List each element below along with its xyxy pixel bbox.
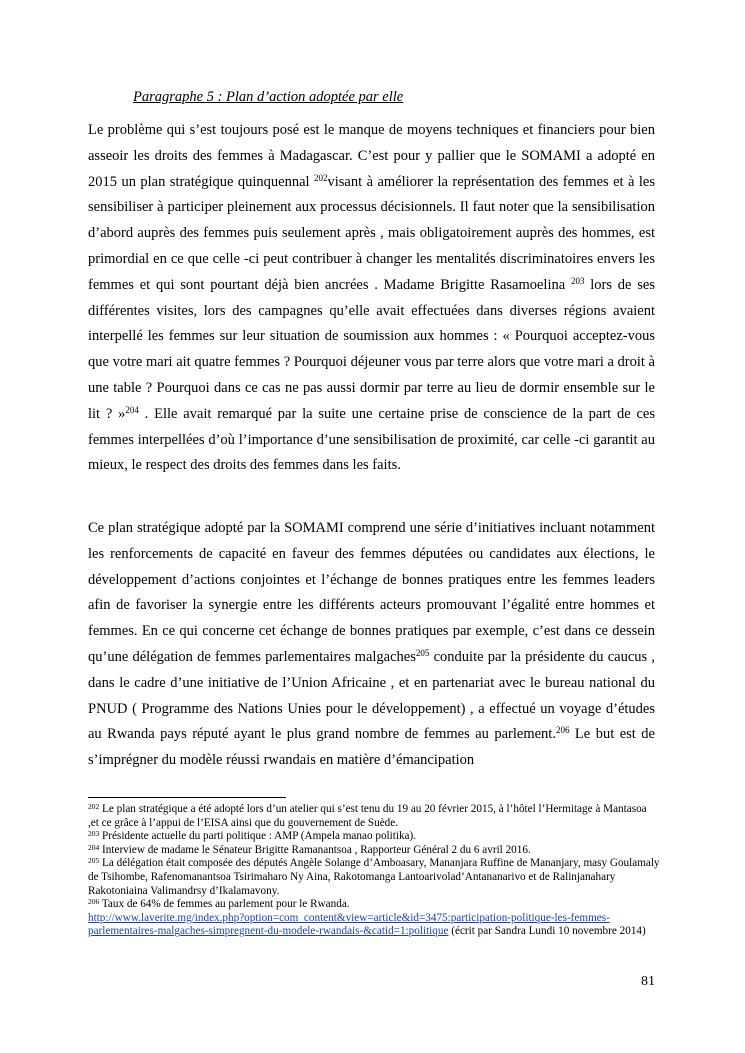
footnotes-section [88, 803, 660, 939]
footnote-206 [88, 898, 660, 939]
footnote-source-link[interactable]: http://www.laverite.mg/index.php?option=com_content&view=article&id=3475:participation-politique-les-femmes-parlementaires-malgaches-simpregnent-du-modele-rwandais-&catid=1:politique [88, 911, 610, 938]
footnote-text: Le plan stratégique a été adopté lors d’un atelier qui s’est tenu du 19 au 20 février 2015, à l’hôtel l’Hermitage à Mantasoa ,et ce grâce à l’appui de l’EISA ainsi que du gouvernement de Suède. [88, 803, 647, 829]
footnote-text: Interview de madame le Sénateur Brigitte Ramanantsoa , Rapporteur Général 2 du 6 avril 2016. [99, 843, 531, 856]
paragraph-1 [88, 118, 655, 479]
footnote-number: 205 [88, 856, 100, 866]
section-heading: Paragraphe 5 : Plan d’action adoptée par elle [133, 89, 404, 105]
paragraph-1-text-c: lors de ses différentes visites, lors des campagnes qu’elle avait effectuées dans diverses régions avaient interpellé les femmes sur leur situation de soumission aux hommes : « Pourquoi acceptez-vous que votre mari ait quatre femmes ? Pourquoi déjeuner vous par terre alors que votre mari a droit à une table ? Pourquoi dans ce cas ne pas aussi dormir par terre au lieu de dormir ensemble sur le lit ? » [88, 276, 655, 422]
paragraph-2-text-c: Le but est de s’imprégner du modèle réussi rwandais en matière d’émancipation [88, 726, 655, 769]
footnote-ref-206[interactable]: 206 [555, 725, 570, 736]
footnote-text: La délégation était composée des députés Angèle Solange d’Amboasary, Mananjara Ruffine de Mananjary, masy Goulamaly de Tsihombe, Rafenomanantsoa Tsirimaharo Ny Aina, Rakotomanga Lantoarivolad’Antananarivo et de Ralinjanahary Rakotoniaina Valimandrsy d’Ikalamavony. [88, 857, 660, 897]
footnote-203 [88, 830, 660, 844]
footnote-ref-205[interactable]: 205 [415, 647, 430, 658]
footnote-number: 203 [88, 829, 100, 839]
page-number: 81 [641, 974, 655, 989]
footnote-link-caption: (écrit par Sandra Lundi 10 novembre 2014) [448, 925, 646, 938]
paragraph-2-text-b: conduite par la présidente du caucus , dans le cadre d’une initiative de l’Union Africaine , et en partenariat avec le bureau national du PNUD ( Programme des Nations Unies pour le développement) , a effectué un voyage d’études au Rwanda pays réputé ayant le plus grand nombre de femmes au parlement. [88, 648, 655, 743]
footnote-text: Présidente actuelle du parti politique : AMP (Ampela manao politika). [99, 830, 417, 843]
footnote-number: 204 [88, 842, 100, 852]
paragraph-2 [88, 516, 655, 774]
footnote-ref-202[interactable]: 202 [314, 172, 328, 183]
paragraph-1-text-a: Le problème qui s’est toujours posé est le manque de moyens techniques et financiers pour bien asseoir les droits des femmes à Madagascar. C’est pour y pallier que le SOMAMI a adopté en 2015 un plan stratégique quinquennal [88, 122, 655, 190]
footnote-text: Taux de 64% de femmes au parlement pour le Rwanda. [99, 898, 350, 911]
footnote-ref-204[interactable]: 204 [125, 404, 139, 415]
paragraph-1-text-d: . Elle avait remarqué par la suite une certaine prise de conscience de la part de ces femmes interpellées d’où l’importance d’une sensibilisation de proximité, car celle -ci garantit au mieux, le respect des droits des femmes dans les faits. [88, 405, 655, 474]
footnote-202 [88, 803, 660, 830]
paragraph-2-text-a: Ce plan stratégique adopté par la SOMAMI comprend une série d’initiatives incluant notamment les renforcements de capacité en faveur des femmes députées ou candidates aux élections, le développement d’actions conjointes et l’échange de bonnes pratiques entre les femmes leaders afin de favoriser la synergie entre les différents acteurs promouvant l’égalité entre hommes et femmes. En ce qui concerne cet échange de bonnes pratiques par exemple, c’est dans ce dessein qu’une délégation de femmes parlementaires malgaches [88, 520, 655, 665]
footnote-number: 206 [88, 897, 100, 907]
footnote-205 [88, 857, 660, 898]
footnote-204 [88, 844, 660, 858]
footnote-ref-203[interactable]: 203 [570, 275, 585, 286]
footnote-separator [88, 797, 286, 798]
paragraph-1-text-b: visant à améliorer la représentation des femmes et à les sensibiliser à participer pleinement aux processus décisionnels. Il faut noter que la sensibilisation d’abord auprès des femmes puis seulement après , mais obligatoirement auprès des hommes, est primordial en ce que celle -ci peut contribuer à changer les mentalités discriminatoires envers les femmes et qui sont pourtant déjà bien ancrées . Madame Brigitte Rasamoelina [88, 173, 656, 293]
footnote-number: 202 [88, 802, 100, 811]
